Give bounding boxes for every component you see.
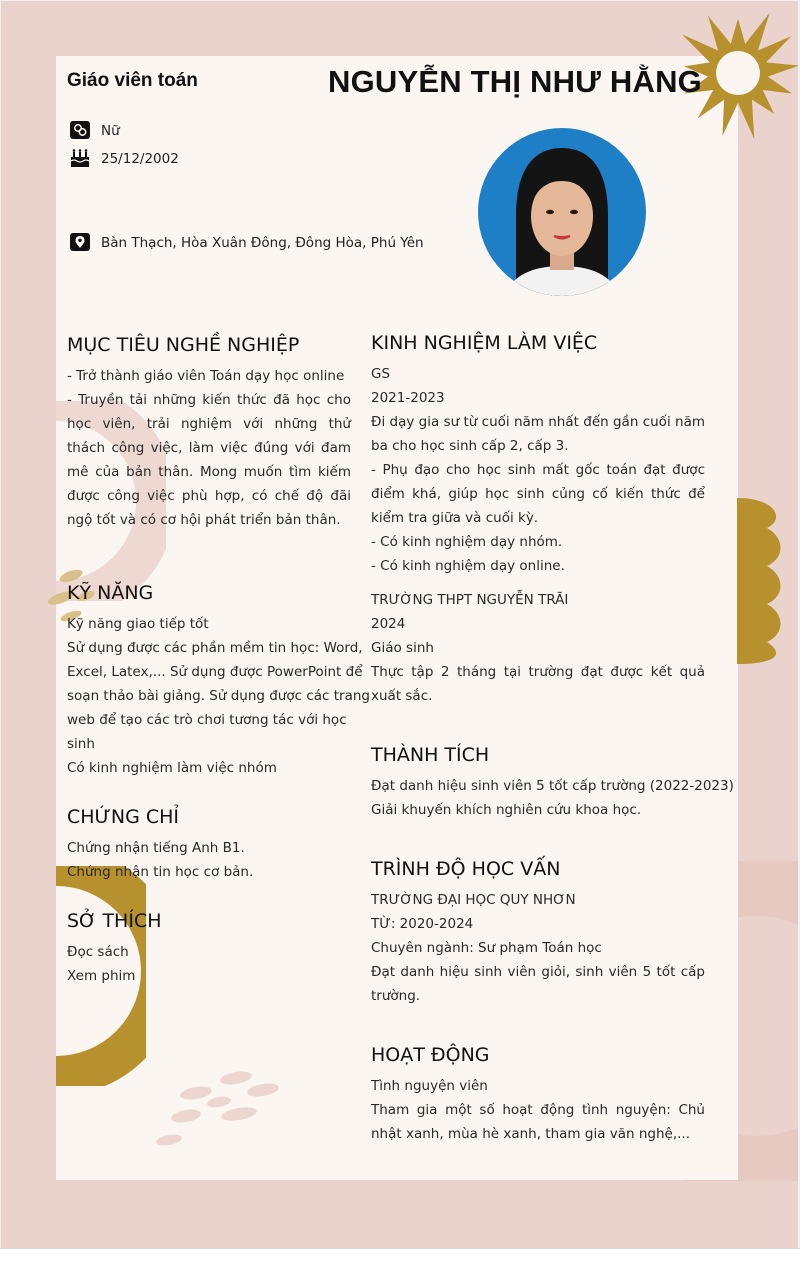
education-heading: TRÌNH ĐỘ HỌC VẤN <box>371 858 561 880</box>
job-description: Đi dạy gia sư từ cuối năm nhất đến gần cuối năm ba cho học sinh cấp 2, cấp 3. <box>371 414 705 454</box>
list-item: soạn thảo bài giảng. Sử dụng được các trang <box>67 688 370 704</box>
decorative-pink-dashes <box>151 1066 291 1151</box>
job-title: Giáo viên toán <box>67 70 198 91</box>
decorative-gold-wave <box>737 498 781 664</box>
certificates-heading: CHỨNG CHỈ <box>67 806 179 828</box>
education-details <box>371 888 705 1008</box>
career-goal-line: - Trở thành giáo viên Toán dạy học online <box>67 368 345 384</box>
list-item: Chứng nhận tiếng Anh B1. <box>67 840 245 856</box>
experience-job1 <box>371 362 705 578</box>
list-item: Xem phim <box>67 968 136 984</box>
activities-details <box>371 1074 705 1146</box>
job-bullet: - Có kinh nghiệm dạy nhóm. <box>371 534 563 550</box>
experience-heading: KINH NGHIỆM LÀM VIỆC <box>371 332 598 354</box>
activities-heading: HOẠT ĐỘNG <box>371 1044 490 1066</box>
list-item: web để tạo các trò chơi tương tác với học <box>67 712 347 728</box>
birthday-cake-icon <box>70 149 90 169</box>
job-period: 2024 <box>371 616 406 632</box>
list-item: Có kinh nghiệm làm việc nhóm <box>67 760 277 776</box>
education-description: Đạt danh hiệu sinh viên giỏi, sinh viên 5 tốt cấp trường. <box>371 964 705 1004</box>
job-role: Giáo sinh <box>371 640 434 656</box>
skills-heading: KỸ NĂNG <box>67 582 154 604</box>
address-row <box>70 233 424 253</box>
list-item: Giải khuyến khích nghiên cứu khoa học. <box>371 802 642 818</box>
achievements-heading: THÀNH TÍCH <box>371 744 490 766</box>
dob-row <box>70 149 179 169</box>
cv-page <box>1 1 798 1248</box>
hobbies-list <box>67 940 352 988</box>
dob-value: 25/12/2002 <box>101 151 179 167</box>
job-org: GS <box>371 366 391 382</box>
list-item: Chứng nhận tin học cơ bản. <box>67 864 254 880</box>
list-item: Sử dụng được các phần mềm tin học: Word, <box>67 640 363 656</box>
list-item: Excel, Latex,... Sử dụng được PowerPoint để <box>67 664 363 680</box>
skills-list <box>67 612 370 780</box>
job-period: 2021-2023 <box>371 390 445 406</box>
study-period: TỪ: 2020-2024 <box>371 916 474 932</box>
career-goal-paragraph: - Truyền tải những kiến thức đã học cho học viên, trải nghiệm với những thử thách công việc, làm việc đúng với đam mê của bản thân. Mong muốn tìm kiếm được công việc phù hợp, có chế độ đãi ngộ tốt và có cơ hội phát triển bản thân. <box>67 392 351 528</box>
page-bottom-margin <box>0 1248 800 1276</box>
experience-job2 <box>371 588 705 708</box>
job-bullet: - Có kinh nghiệm dạy online. <box>371 558 565 574</box>
job-org: TRƯỜNG THPT NGUYỄN TRÃI <box>371 592 569 608</box>
achievements-list <box>371 774 734 822</box>
list-item: Đọc sách <box>67 944 129 960</box>
candidate-name: NGUYỄN THỊ NHƯ HẰNG <box>328 64 702 99</box>
job-bullet: - Phụ đạo cho học sinh mất gốc toán đạt được điểm khá, giúp học sinh củng cố kiến thức để kiểm tra giữa và cuối kỳ. <box>371 462 705 526</box>
major: Chuyên ngành: Sư phạm Toán học <box>371 940 602 956</box>
location-pin-icon <box>70 233 90 253</box>
activity-description: Tham gia một số hoạt động tình nguyện: Chủ nhật xanh, mùa hè xanh, tham gia văn nghệ,... <box>371 1102 705 1142</box>
career-goal-heading: MỤC TIÊU NGHỀ NGHIỆP <box>67 334 300 356</box>
certificates-list <box>67 836 352 884</box>
job-description: Thực tập 2 tháng tại trường đạt được kết quả xuất sắc. <box>371 664 705 704</box>
list-item: Đạt danh hiệu sinh viên 5 tốt cấp trường (2022-2023) <box>371 778 734 794</box>
activity-title: Tình nguyện viên <box>371 1078 488 1094</box>
gender-value: Nữ <box>101 123 120 139</box>
school-name: TRƯỜNG ĐẠI HỌC QUY NHƠN <box>371 892 576 908</box>
gender-row <box>70 121 120 141</box>
list-item: Kỹ năng giao tiếp tốt <box>67 616 209 632</box>
avatar <box>476 126 648 298</box>
hobbies-heading: SỞ THÍCH <box>67 910 162 932</box>
address-value: Bàn Thạch, Hòa Xuân Đông, Đông Hòa, Phú Yên <box>101 235 424 251</box>
gender-icon <box>70 121 90 141</box>
list-item: sinh <box>67 736 95 752</box>
